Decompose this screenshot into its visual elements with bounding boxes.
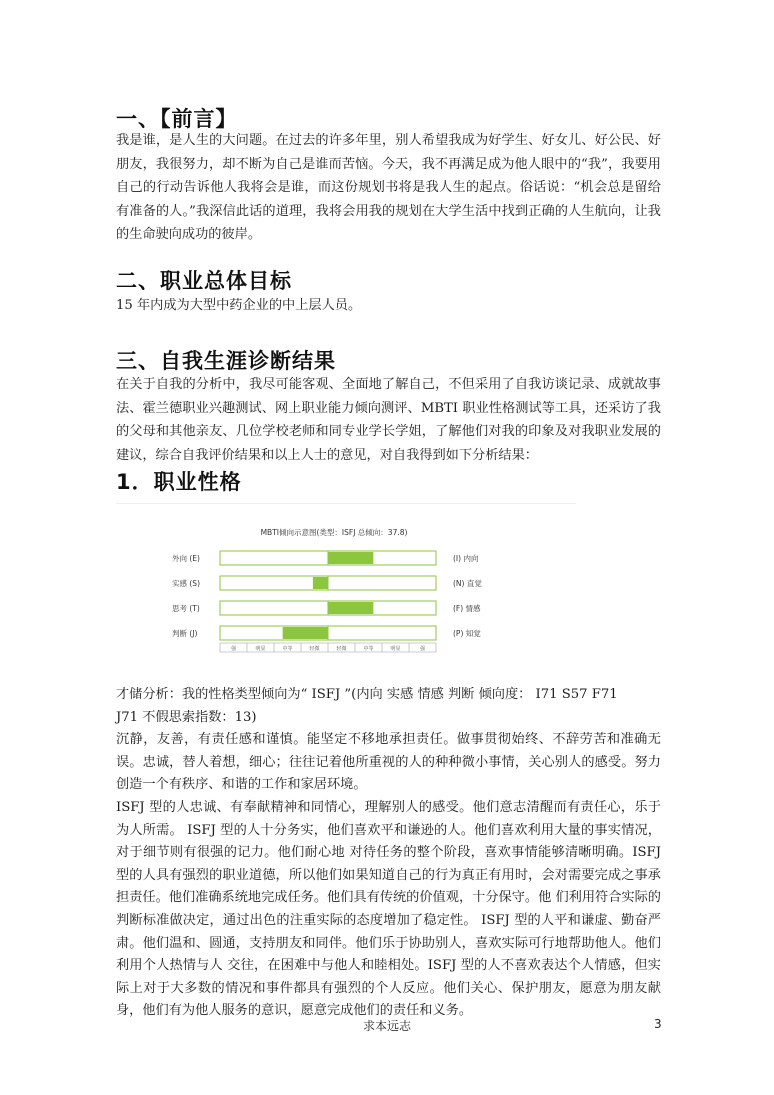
section-divider <box>116 503 576 504</box>
goal-paragraph <box>116 294 661 318</box>
chart-scale-label: 中等 <box>363 646 374 652</box>
diagnosis-paragraph <box>116 373 661 467</box>
chart-scale-label: 明显 <box>255 646 266 652</box>
chart-row-right-label: (N) 直觉 <box>453 579 482 588</box>
chart-row-left-label: 实感 (S) <box>172 579 200 588</box>
personality-heading: 1．职业性格 <box>116 470 242 494</box>
personality-analysis <box>116 684 661 1023</box>
preface-heading: 一、【前言】 <box>116 107 238 131</box>
diagnosis-heading: 三、自我生涯诊断结果 <box>116 349 336 373</box>
chart-scale-label: 中等 <box>282 646 293 652</box>
chart-row-right-label: (I) 内向 <box>453 554 479 563</box>
goal-heading: 二、职业总体目标 <box>116 269 292 293</box>
chart-scale-label: 轻微 <box>309 646 320 652</box>
preface-text: 我是谁，是人生的大问题。在过去的许多年里，别人希望我成为好学生、好女儿、好公民、好朋友，我很努力，却不断为自己是谁而苦恼。今天，我不再满足成为他人眼中的“我”，我要用自己的行动告诉他人我将会是谁，而这份规划书将是我人生的起点。俗话说：“机会总是留给有准备的人。”我深信此话的道理，我将会用我的规划在大学生活中找到正确的人生航向，让我的生命驶向成功的彼岸。 <box>116 133 661 243</box>
chart-row-left-label: 判断 (J) <box>172 629 198 638</box>
personality-paragraph-2: ISFJ 型的人忠诚、有奉献精神和同情心，理解别人的感受。他们意志清醒而有责任心，乐于为人所需。 ISFJ 型的人十分务实，他们喜欢平和谦逊的人。他们喜欢利用大量的事实情况，对于细节则有很强的记力。他们耐心地 对待任务的整个阶段，喜欢事情能够清晰明确。ISFJ 型的人具有强烈的职业道德，所以他们如果知道自己的行为真正有用时，会对需要完成之事承担责任。他们准确系统地完成任务。他们具有传统的价值观，十分保守。他 们利用符合实际的判断标准做决定，通过出色的注重实际的态度增加了稳定性。 ISFJ 型的人平和谦虚、勤奋严肃。他们温和、圆通，支持朋友和同伴。他们乐于协助别人，喜欢实际可行地帮助他人。他们利用个人热情与人 交往，在困难中与他人和睦相处。ISFJ 型的人不喜欢表达个人情感，但实际上对于大多数的情况和事件都具有强烈的个人反应。他们关心、保护朋友，愿意为朋友献身，他们有为他人服务的意识，愿意完成他们的责任和义务。 <box>116 799 661 1019</box>
chart-scale-label: 强 <box>419 646 426 652</box>
chart-scale-label: 明显 <box>390 646 401 652</box>
footer-motto: 求本远志 <box>362 1019 411 1033</box>
chart-title: MBTI倾向示意图(类型：ISFJ 总倾向：37.8) <box>260 528 408 537</box>
analysis-line-2: J71 不假思索指数：13) <box>116 709 257 725</box>
chart-bar <box>328 602 373 614</box>
chart-bar <box>283 627 328 639</box>
mbti-chart <box>116 515 586 670</box>
mbti-chart-svg <box>116 515 586 670</box>
chart-bar <box>328 552 373 564</box>
chart-bar <box>313 577 328 589</box>
diagnosis-text: 在关于自我的分析中，我尽可能客观、全面地了解自己，不但采用了自我访谈记录、成就故事法、霍兰德职业兴趣测试、网上职业能力倾向测评、MBTI 职业性格测试等工具，还采访了我的父母和其他亲友、几位学校老师和同专业学长学姐，了解他们对我的印象及对我职业发展的建议，综合自我评价结果和以上人士的意见，对自我得到如下分析结果： <box>116 377 661 463</box>
goal-text: 15 年内成为大型中药企业的中上层人员。 <box>116 298 362 313</box>
chart-scale-label: 轻微 <box>336 646 347 652</box>
chart-row-left-label: 外向 (E) <box>172 554 200 563</box>
chart-row-left-label: 思考 (T) <box>172 604 200 613</box>
chart-scale-label: 强 <box>230 646 237 652</box>
preface-paragraph <box>116 129 661 247</box>
analysis-line-1: 才储分析：我的性格类型倾向为“ ISFJ ”(内向 实感 情感 判断 倾向度： I71 S57 F71 <box>116 687 618 702</box>
page-number: 3 <box>654 1017 662 1031</box>
chart-row-right-label: (P) 知觉 <box>453 629 481 638</box>
personality-paragraph-1: 沉静，友善，有责任感和谨慎。能坚定不移地承担责任。做事贯彻始终、不辞劳苦和准确无误。忠诚，替人着想，细心；往往记着他所重视的人的种种微小事情，关心别人的感受。努力创造一个有秩序、和谐的工作和家居环境。 <box>116 732 661 793</box>
chart-row-right-label: (F) 情感 <box>453 604 481 613</box>
